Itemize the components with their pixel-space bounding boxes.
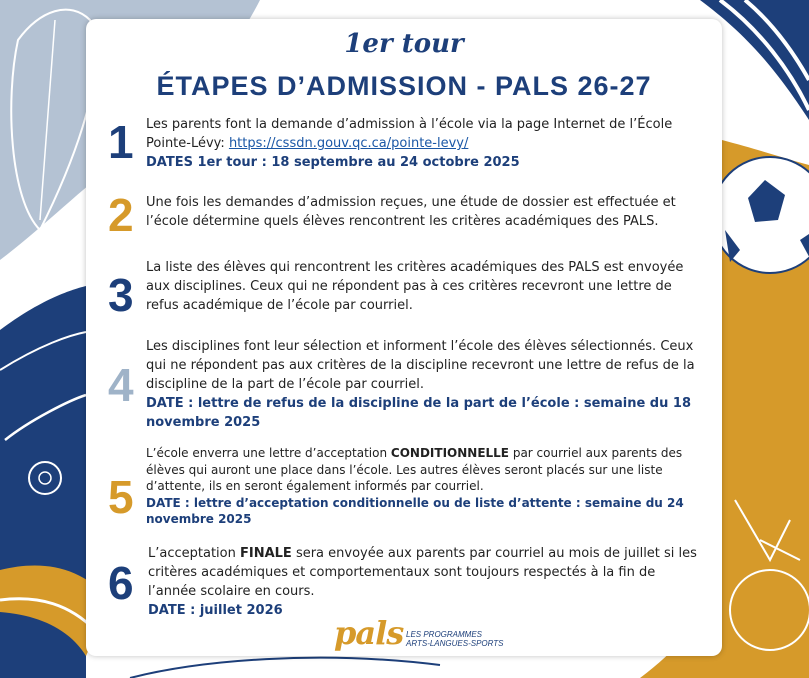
step-number-5: 5 <box>108 471 134 523</box>
step-4-date: DATE : lettre de refus de la discipline de la part de l’école : semaine du 18 novembre 2025 <box>146 396 691 430</box>
step-number-4: 4 <box>108 359 134 411</box>
step-5-description-start: L’école enverra une lettre d’acceptation <box>146 446 391 460</box>
step-number-6: 6 <box>108 557 134 609</box>
step-4-description: Les disciplines font leur sélection et informent l’école des élèves sélectionnés. Ceux qui ne répondent pas aux critères de la discipline recevront une lettre de refus de la discipline de la part de l’école par courriel. <box>146 339 695 392</box>
pals-logo <box>334 614 534 654</box>
tour-title: 1er tour <box>344 29 464 59</box>
step-5-text <box>146 445 706 528</box>
step-5-description-end: par courriel aux parents des élèves qui auront une place dans l’école. Les autres élèves seront placés sur une liste d’attente, ils en seront également informés par courriel. <box>146 446 683 493</box>
pals-logo-subtitle <box>406 630 504 648</box>
admission-card <box>86 19 722 656</box>
step-number-3: 3 <box>108 269 134 321</box>
step-1-date: DATES 1er tour : 18 septembre au 24 octobre 2025 <box>146 155 520 170</box>
step-1-description: Les parents font la demande d’admission à l’école via la page Internet de l’École Pointe-Lévy: <box>146 117 673 151</box>
step-2-text: Une fois les demandes d’admission reçues, une étude de dossier est effectuée et l’école détermine quels élèves rencontrent les critères académiques des PALS. <box>146 195 676 229</box>
pals-logo-line2: ARTS-LANGUES-SPORTS <box>406 639 504 648</box>
step-5-date: DATE : lettre d’acceptation conditionnelle ou de liste d’attente : semaine du 24 novembre 2025 <box>146 495 684 526</box>
school-website-link[interactable]: https://cssdn.gouv.qc.ca/pointe-levy/ <box>228 136 469 151</box>
step-3-text: La liste des élèves qui rencontrent les critères académiques des PALS est envoyée aux disciplines. Ceux qui ne répondent pas à ces critères recevront une lettre de refus académique de l’école par courriel. <box>146 260 684 313</box>
step-6-text <box>148 544 704 620</box>
step-6-description-end: sera envoyée aux parents par courriel au mois de juillet si les critères académiques et comportementaux sont toujours respectés à la fin de l’année scolaire en cours. <box>148 546 697 599</box>
step-4-text <box>146 337 702 432</box>
step-number-1: 1 <box>108 116 134 168</box>
conditional-emphasis: CONDITIONNELLE <box>390 446 510 460</box>
page-title: ÉTAPES D’ADMISSION - PALS 26-27 <box>156 71 652 101</box>
step-number-2: 2 <box>108 189 134 241</box>
step-6-date: DATE : juillet 2026 <box>148 603 283 618</box>
step-1-text <box>146 115 706 172</box>
step-6-description-start: L’acceptation <box>148 546 240 561</box>
pals-logo-word: pals <box>334 614 404 652</box>
pals-logo-line1: LES PROGRAMMES <box>406 630 483 639</box>
final-emphasis: FINALE <box>239 546 292 561</box>
